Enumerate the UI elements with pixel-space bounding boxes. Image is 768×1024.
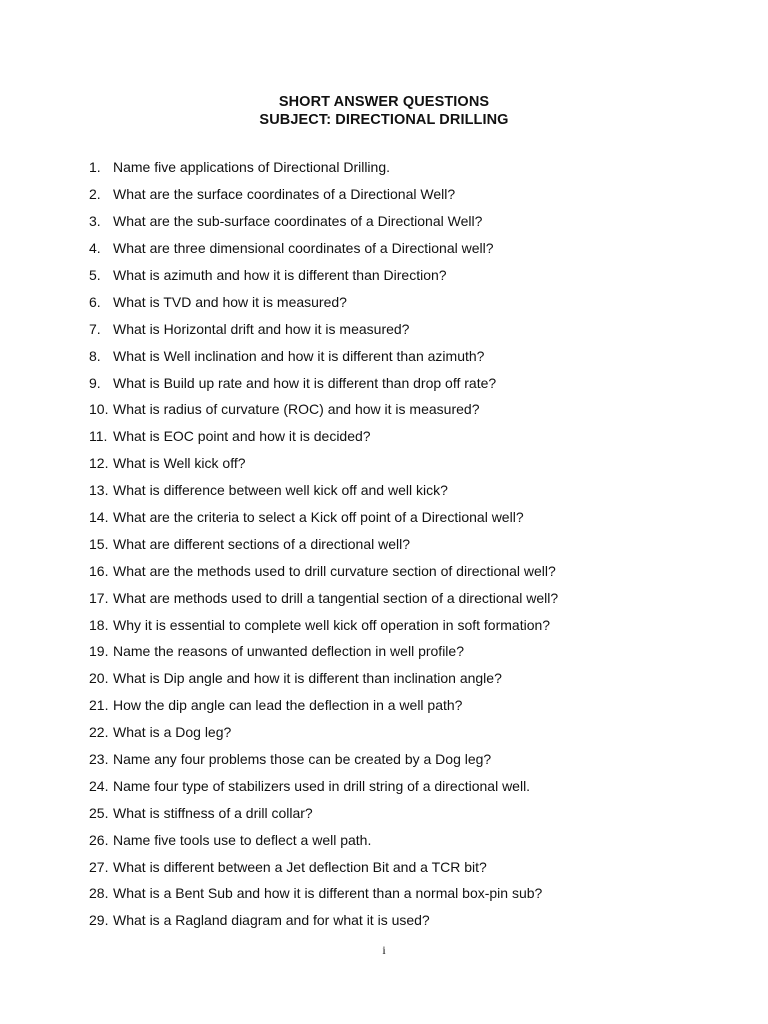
question-number: 1. <box>89 159 101 176</box>
question-number: 3. <box>89 213 101 230</box>
question-number: 18. <box>89 616 109 633</box>
list-item <box>89 638 729 665</box>
question-text: Name any four problems those can be created by a Dog leg? <box>113 751 492 768</box>
question-number: 14. <box>89 509 109 526</box>
question-number: 12. <box>89 455 109 472</box>
question-text: What is azimuth and how it is different than Direction? <box>113 267 447 283</box>
question-text: What is EOC point and how it is decided? <box>113 428 371 445</box>
question-text: What is Well inclination and how it is different than azimuth? <box>113 347 485 364</box>
question-number: 28. <box>89 885 109 902</box>
list-item <box>89 423 729 450</box>
question-number: 27. <box>89 858 109 875</box>
question-number: 21. <box>89 697 109 714</box>
list-item <box>89 853 729 880</box>
question-number: 29. <box>89 912 109 929</box>
question-text: Name five applications of Directional Drilling. <box>113 159 391 176</box>
question-text: What is TVD and how it is measured? <box>113 293 347 310</box>
list-item <box>89 799 729 826</box>
question-text: What is difference between well kick off and well kick? <box>113 482 448 499</box>
question-number: 4. <box>89 240 101 257</box>
question-text: Name four type of stabilizers used in drill string of a directional well. <box>113 777 531 794</box>
list-item <box>89 262 729 289</box>
question-text: What is Well kick off? <box>113 455 246 472</box>
list-item <box>89 665 729 692</box>
question-text: What are the sub-surface coordinates of a Directional Well? <box>113 213 483 230</box>
question-text: Name five tools use to deflect a well path. <box>113 831 372 848</box>
question-number: 26. <box>89 831 109 848</box>
list-item <box>89 288 729 315</box>
list-item <box>89 719 729 746</box>
question-text: What are the surface coordinates of a Directional Well? <box>113 186 456 203</box>
question-number: 19. <box>89 643 109 660</box>
question-text: What is Dip angle and how it is different than inclination angle? <box>113 670 502 687</box>
question-text: What is a Ragland diagram and for what it is used? <box>113 912 430 929</box>
list-item <box>89 181 729 208</box>
question-text: What are the criteria to select a Kick off point of a Directional well? <box>113 509 524 526</box>
question-text: What is radius of curvature (ROC) and how it is measured? <box>113 401 480 418</box>
question-text: What is Horizontal drift and how it is measured? <box>113 320 410 337</box>
question-number: 6. <box>89 293 101 310</box>
question-text: What are the methods used to drill curvature section of directional well? <box>113 562 556 579</box>
question-text: What is different between a Jet deflection Bit and a TCR bit? <box>113 858 487 875</box>
question-text: What are different sections of a directional well? <box>113 535 411 552</box>
question-number: 17. <box>89 589 109 606</box>
list-item <box>89 504 729 531</box>
question-text: What is a Dog leg? <box>113 724 232 741</box>
question-number: 9. <box>89 374 101 391</box>
question-number: 25. <box>89 804 109 821</box>
list-item <box>89 342 729 369</box>
question-number: 23. <box>89 751 109 768</box>
question-text: What is Build up rate and how it is different than drop off rate? <box>113 374 497 391</box>
question-number: 8. <box>89 347 101 364</box>
title-block <box>0 93 768 129</box>
list-item <box>89 208 729 235</box>
question-text: Name the reasons of unwanted deflection in well profile? <box>113 643 464 660</box>
list-item <box>89 826 729 853</box>
question-number: 24. <box>89 777 109 794</box>
question-list <box>89 154 729 934</box>
question-number: 20. <box>89 670 109 687</box>
document-title: SHORT ANSWER QUESTIONS <box>278 94 490 110</box>
question-number: 22. <box>89 724 109 741</box>
question-text: What are three dimensional coordinates of a Directional well? <box>113 240 494 257</box>
list-item <box>89 611 729 638</box>
list-item <box>89 584 729 611</box>
question-number: 7. <box>89 320 101 337</box>
question-text: What is stiffness of a drill collar? <box>113 804 313 821</box>
document-subject: SUBJECT: DIRECTIONAL DRILLING <box>259 112 509 128</box>
question-number: 15. <box>89 535 109 552</box>
list-item <box>89 692 729 719</box>
question-text: Why it is essential to complete well kick off operation in soft formation? <box>113 616 551 633</box>
question-text: What is a Bent Sub and how it is different than a normal box-pin sub? <box>113 885 543 902</box>
question-text: How the dip angle can lead the deflection in a well path? <box>113 697 463 714</box>
list-item <box>89 557 729 584</box>
list-item <box>89 477 729 504</box>
list-item <box>89 880 729 907</box>
list-item <box>89 369 729 396</box>
question-number: 10. <box>89 401 109 418</box>
question-text: What are methods used to drill a tangential section of a directional well? <box>113 589 559 606</box>
question-number: 16. <box>89 562 109 579</box>
list-item <box>89 235 729 262</box>
list-item <box>89 530 729 557</box>
page-number: i <box>382 943 386 957</box>
list-item <box>89 746 729 773</box>
question-number: 5. <box>89 267 101 283</box>
list-item <box>89 450 729 477</box>
list-item <box>89 907 729 934</box>
list-item <box>89 396 729 423</box>
question-number: 13. <box>89 482 109 499</box>
list-item <box>89 154 729 181</box>
question-number: 2. <box>89 186 101 203</box>
question-number: 11. <box>89 428 108 445</box>
list-item <box>89 315 729 342</box>
list-item <box>89 772 729 799</box>
